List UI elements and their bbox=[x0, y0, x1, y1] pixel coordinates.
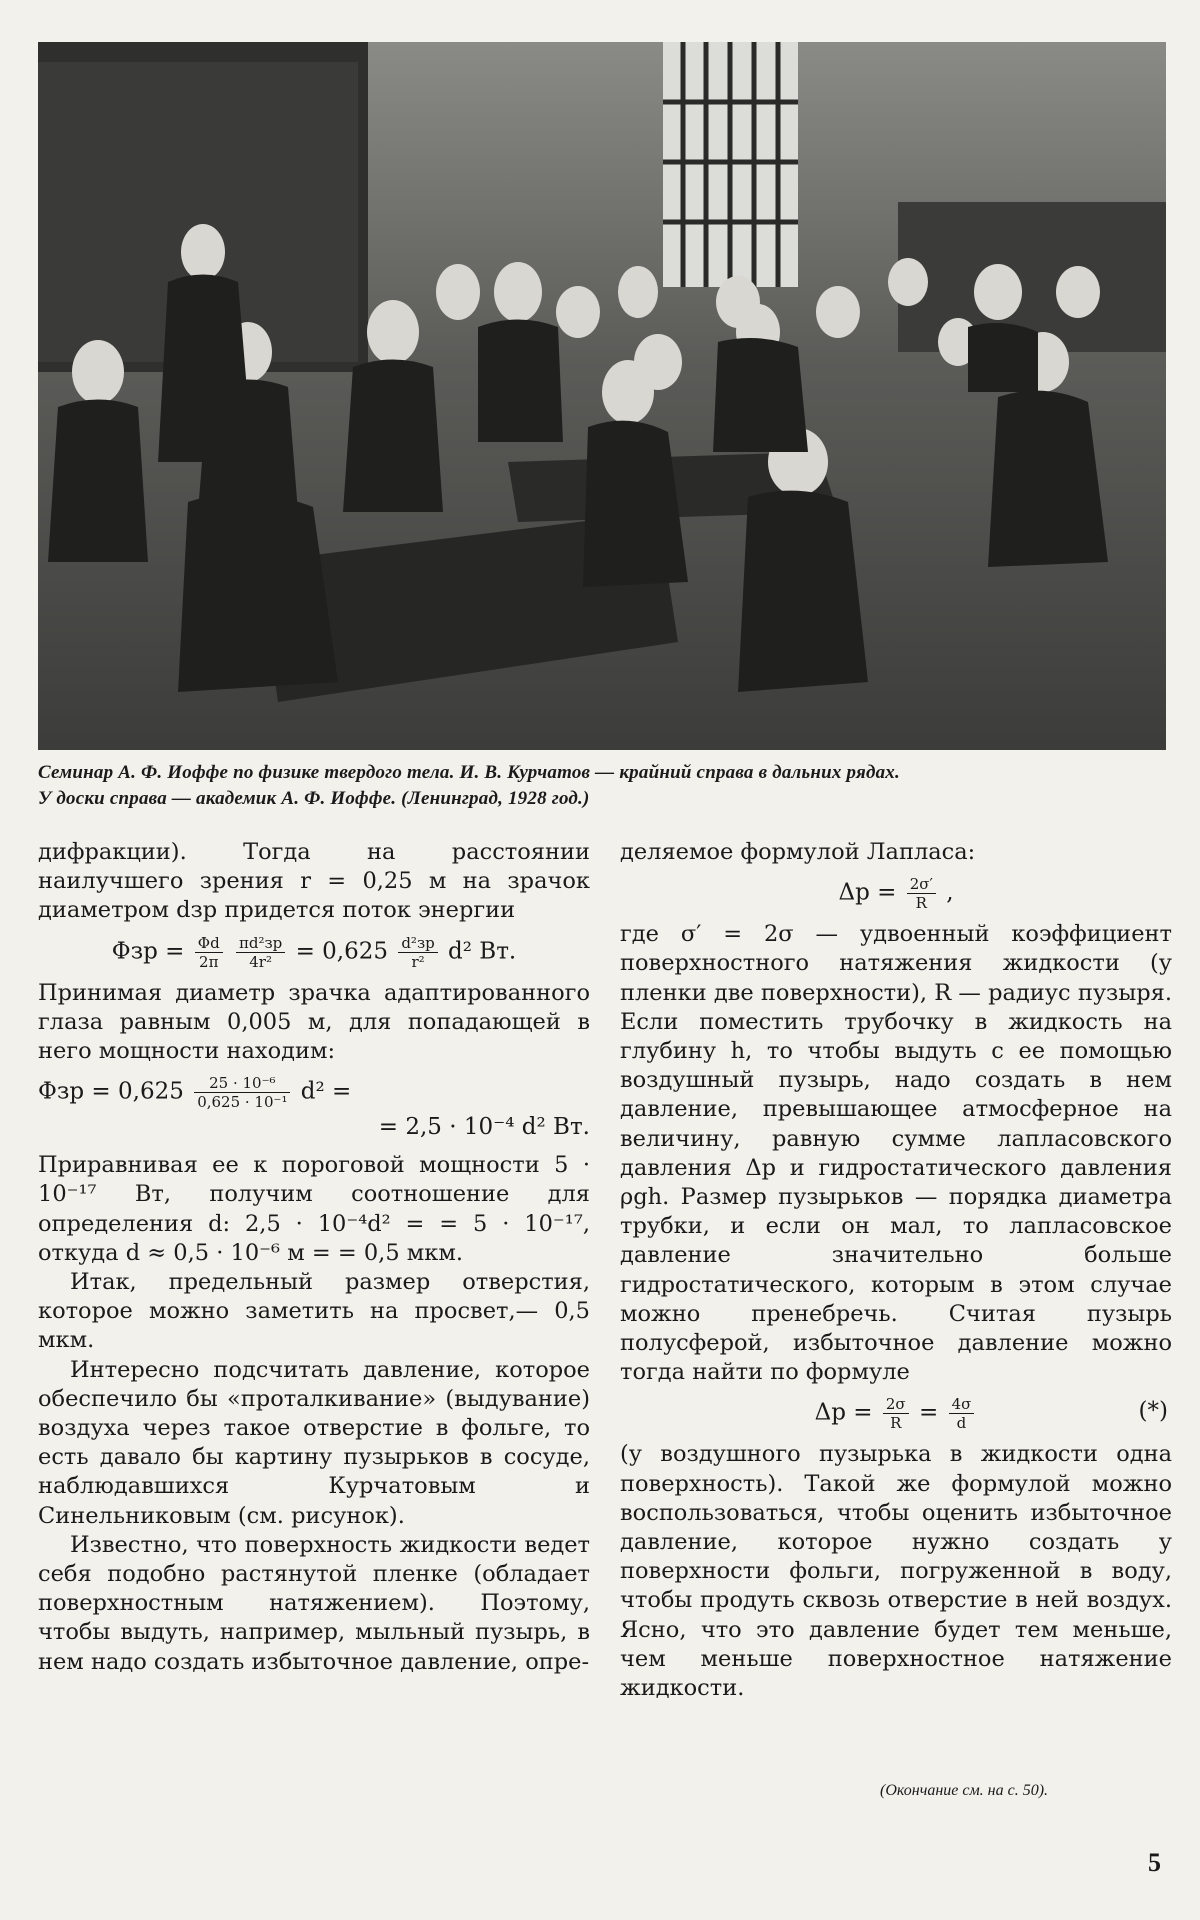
paragraph: где σ′ = 2σ — удвоенный коэффициент поверхностного натяжения жидкости (у пленки две поверхности), R — радиус пузыря. Если поместить трубочку в жидкость на глубину h, то чтобы выдуть с ее помощью воздушный пузырь, надо создать в нем давление, превышающее атмосферное на величину, равную сумме лапласовского давления Δp и гидростатического давления ρgh. Размер пузырьков — порядка диаметра трубки, и если он мал, то лапласовское давление значительно больше гидростатического, которым в этом случае можно пренебречь. Считая пузырь полусферой, избыточное давление можно тогда найти по формуле bbox=[620, 921, 1172, 1386]
page-number: 5 bbox=[1148, 1848, 1161, 1877]
paragraph: Интересно подсчитать давление, которое обеспечило бы «проталкивание» (выдувание) воздуха через такое отверстие в фольге, то есть давало бы картину пузырьков в сосуде, наблюдавшихся Курчатовым и Синельниковым (см. рисунок). bbox=[38, 1356, 590, 1529]
photo-caption bbox=[38, 760, 1166, 812]
caption-line-2: У доски справа — академик А. Ф. Иоффе. (Ленинград, 1928 год.) bbox=[38, 788, 590, 809]
paragraph: Известно, что поверхность жидкости ведет себя подобно растянутой пленке (обладает поверхностным натяжением). Поэтому, чтобы выдуть, например, мыльный пузырь, в нем надо создать избыточное давление, опре- bbox=[38, 1531, 590, 1675]
paragraph: Итак, предельный размер отверстия, которое можно заметить на просвет,— 0,5 мкм. bbox=[38, 1269, 590, 1354]
paragraph: Принимая диаметр зрачка адаптированного глаза равным 0,005 м, для попадающей в него мощности находим: bbox=[38, 979, 590, 1065]
equation-marker: (*) bbox=[1138, 1398, 1168, 1425]
formula-laplace: Δp = $\frac{2\sigma'}{R}$ , bbox=[838, 875, 954, 913]
seminar-photo bbox=[38, 42, 1166, 750]
group-photo-icon bbox=[38, 42, 1166, 750]
formula-pressure: Δp = $\frac{2\sigma}{R}$ = $\frac{4\sigma}{d}$ (*) bbox=[814, 1395, 1168, 1433]
paragraph: деляемое формулой Лапласа: bbox=[620, 839, 976, 865]
left-column bbox=[38, 838, 590, 1677]
right-column bbox=[620, 838, 1172, 1703]
paragraph: (у воздушного пузырька в жидкости одна поверхность). Такой же формулой можно воспользоваться, чтобы оценить избыточное давление, которое нужно создать у поверхности фольги, погруженной в воду, чтобы продуть сквозь отверстие в ней воздух. Ясно, что это давление будет тем меньше, чем меньше поверхностное натяжение жидкости. bbox=[620, 1441, 1172, 1702]
formula-power: Φзр = 0,625 $\frac{\text{25 · 10⁻⁶}}{\text{0,625 · 10⁻¹}}$ d² = = 2,5 · 10⁻⁴ d² Вт. bbox=[38, 1074, 590, 1141]
paragraph: Приравнивая ее к пороговой мощности 5 · 10⁻¹⁷ Вт, получим соотношение для определения d: 2,5 · 10⁻⁴d² = = 5 · 10⁻¹⁷, откуда d ≈ 0,5 · 10⁻⁶ м = = 0,5 мкм. bbox=[38, 1152, 590, 1266]
paragraph: дифракции). Тогда на расстоянии наилучшего зрения r = 0,25 м на зрачок диаметром dзр придется поток энергии bbox=[38, 839, 590, 924]
continuation-note: (Окончание см. на с. 50). bbox=[880, 1782, 1049, 1799]
caption-line-1: Семинар А. Ф. Иоффе по физике твердого тела. И. В. Курчатов — крайний справа в дальних рядах. bbox=[38, 762, 900, 783]
formula-flux: Φзр = $\frac{\Phi d}{2\pi}$ πd²зр 4r² = 0,625 d²зр r² d² Вт. bbox=[111, 933, 517, 971]
